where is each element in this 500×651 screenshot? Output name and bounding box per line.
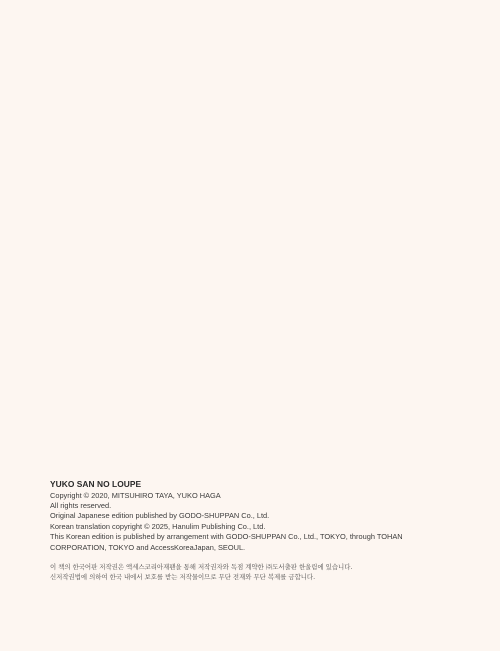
colophon-block xyxy=(50,479,460,583)
arrangement-line-2: CORPORATION, TOKYO and AccessKoreaJapan, SEOUL. xyxy=(50,542,246,552)
arrangement-line-1: This Korean edition is published by arrangement with GODO-SHUPPAN Co., Ltd., TOKYO, through TOHAN xyxy=(50,532,403,542)
translation-copyright-line: Korean translation copyright © 2025, Hanulim Publishing Co., Ltd. xyxy=(50,521,266,531)
rights-line: All rights reserved. xyxy=(50,500,112,510)
korean-rights-line-2: 신저작권법에 의하여 한국 내에서 보호를 받는 저작물이므로 무단 전재와 무단 복제를 금합니다. xyxy=(50,573,316,582)
book-title: YUKO SAN NO LOUPE xyxy=(50,479,142,489)
korean-rights-line-1: 이 책의 한국어판 저작권은 액세스코리아재팬을 통해 저작권자와 독점 계약한 ㈜도서출판 한울림에 있습니다. xyxy=(50,562,353,571)
spacer xyxy=(50,553,460,562)
original-edition-line: Original Japanese edition published by GODO-SHUPPAN Co., Ltd. xyxy=(50,511,270,521)
copyright-line: Copyright © 2020, MITSUHIRO TAYA, YUKO HAGA xyxy=(50,490,221,500)
